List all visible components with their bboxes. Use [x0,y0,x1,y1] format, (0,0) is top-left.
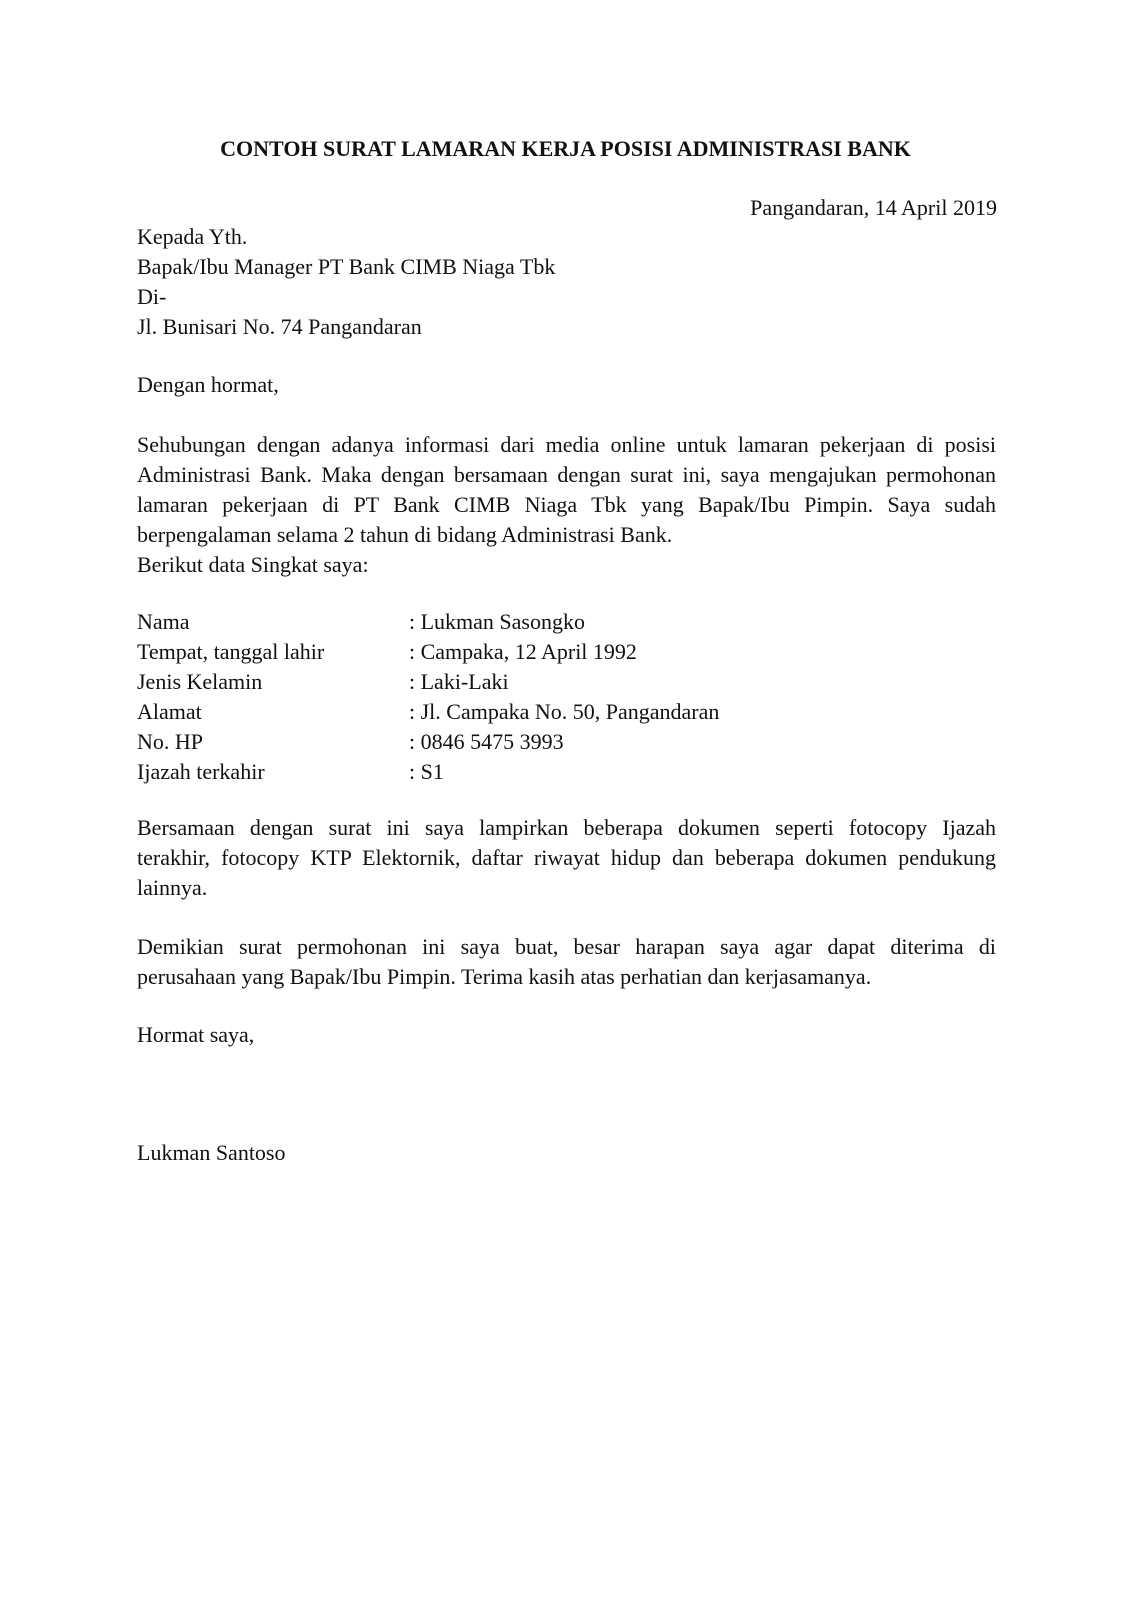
data-value: : Lukman Sasongko [409,609,585,634]
data-label: Ijazah terkahir [137,759,265,784]
data-label: Tempat, tanggal lahir [137,639,325,664]
data-value: : 0846 5475 3993 [409,729,564,754]
paragraph-line: perusahaan yang Bapak/Ibu Pimpin. Terima kasih atas perhatian dan kerjasamanya. [137,964,872,989]
recipient-line: Kepada Yth. [137,224,248,249]
data-value: : Jl. Campaka No. 50, Pangandaran [409,699,720,724]
letter-title: CONTOH SURAT LAMARAN KERJA POSISI ADMINISTRASI BANK [220,136,911,161]
paragraph-line: lamaran pekerjaan di PT Bank CIMB Niaga Tbk yang Bapak/Ibu Pimpin. Saya sudah [137,492,996,517]
data-row [137,637,996,667]
intro-paragraph [137,430,996,580]
data-value: : Campaka, 12 April 1992 [409,639,637,664]
signoff-block [137,1020,996,1050]
greeting-block [137,370,996,400]
data-row [137,667,996,697]
recipient-block [137,222,996,342]
data-label: No. HP [137,729,204,754]
attachments-paragraph [137,813,996,903]
data-label: Jenis Kelamin [137,669,263,694]
signature-name: Lukman Santoso [137,1140,286,1165]
data-row [137,607,996,637]
personal-data-table [137,607,996,787]
data-value: : Laki-Laki [409,669,509,694]
closing-paragraph [137,932,996,992]
paragraph-line: lainnya. [137,875,208,900]
data-row [137,757,996,787]
data-value: : S1 [409,759,444,784]
signature-block [137,1138,996,1168]
data-label: Nama [137,609,190,634]
letter-date: Pangandaran, 14 April 2019 [750,195,997,220]
paragraph-line: berpengalaman selama 2 tahun di bidang Administrasi Bank. [137,522,673,547]
recipient-line: Bapak/Ibu Manager PT Bank CIMB Niaga Tbk [137,254,556,279]
recipient-line: Di- [137,284,167,309]
paragraph-line: Administrasi Bank. Maka dengan bersamaan dengan surat ini, saya mengajukan permohonan [137,462,996,487]
greeting: Dengan hormat, [137,372,279,397]
signoff: Hormat saya, [137,1022,255,1047]
paragraph-line: Sehubungan dengan adanya informasi dari media online untuk lamaran pekerjaan di posisi [137,432,996,457]
data-label: Alamat [137,699,202,724]
recipient-line: Jl. Bunisari No. 74 Pangandaran [137,314,422,339]
paragraph-line: Demikian surat permohonan ini saya buat, besar harapan saya agar dapat diterima di [137,934,996,959]
paragraph-line: Bersamaan dengan surat ini saya lampirkan beberapa dokumen seperti fotocopy Ijazah [137,815,996,840]
paragraph-line: Berikut data Singkat saya: [137,552,369,577]
data-row [137,697,996,727]
data-row [137,727,996,757]
paragraph-line: terakhir, fotocopy KTP Elektornik, daftar riwayat hidup dan beberapa dokumen pendukung [137,845,996,870]
